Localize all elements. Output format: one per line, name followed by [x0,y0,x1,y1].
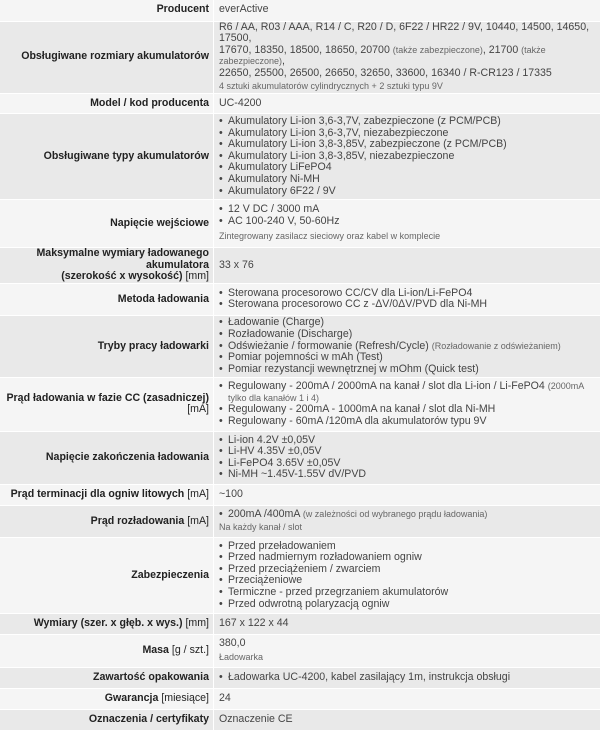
spec-value [214,431,600,484]
spec-value: ~100 [214,484,600,505]
spec-value [214,505,600,537]
spec-label: Maksymalne wymiary ładowanego akumulatora (szerokość x wysokość) [mm] [0,248,214,284]
input-voltage-note: Zintegrowany zasilacz sieciowy oraz kabel w komplecie [219,231,600,243]
list-item: • Akumulatory LiFePO4 [219,162,600,174]
list-item: • Li-FePO4 3.65V ±0,05V [219,458,600,470]
sizes-line-1: R6 / AA, R03 / AAA, R14 / C, R20 / D, 6F22 / HR22 / 9V, 10440, 14500, 14650, 17500, [219,22,600,45]
list-item: • 200mA /400mA (w zależności od wybranego prądu ładowania) [219,509,600,521]
spec-row-warranty [0,688,600,709]
spec-row-model [0,94,600,114]
sizes-note: 4 sztuki akumulatorów cylindrycznych + 2 sztuki typu 9V [219,81,600,93]
end-voltage-list [219,435,600,481]
list-item: • Odświeżanie / formowanie (Refresh/Cycle) (Rozładowanie z odświeżaniem) [219,341,600,353]
list-item: • Akumulatory Ni-MH [219,174,600,186]
spec-row-package-contents [0,667,600,688]
list-item: • Li-HV 4.35V ±0,05V [219,446,600,458]
list-item: • Akumulatory Li-ion 3,8-3,85V, zabezpieczone (z PCM/PCB) [219,139,600,151]
spec-value [214,21,600,94]
spec-label: Producent [0,0,214,21]
protections-list [219,541,600,611]
sizes-line-2: 17670, 18350, 18500, 18650, 20700 (także zabezpieczone), 21700 (także zabezpieczone), [219,45,600,68]
charging-method-list [219,288,600,311]
spec-row-termination-current [0,484,600,505]
list-item: • Akumulatory 6F22 / 9V [219,186,600,198]
spec-label: Metoda ładowania [0,283,214,315]
spec-row-mass [0,634,600,667]
sizes-line-3: 22650, 25500, 26500, 26650, 32650, 33600, 16340 / R-CR123 / 17335 [219,68,600,80]
list-item: • AC 100-240 V, 50-60Hz [219,216,600,228]
spec-value [214,200,600,248]
list-item: • Ładowanie (Charge) [219,317,600,329]
modes-list [219,317,600,375]
spec-value: UC-4200 [214,94,600,114]
list-item: • Przed odwrotną polaryzacją ogniw [219,599,600,611]
spec-row-protections [0,537,600,613]
list-item: • Ni-MH ~1.45V-1.55V dV/PVD [219,469,600,481]
list-item: • Przed nadmiernym rozładowaniem ogniw [219,552,600,564]
spec-row-input-voltage [0,200,600,248]
list-item: • 12 V DC / 3000 mA [219,204,600,216]
spec-value [214,667,600,688]
spec-value [214,315,600,377]
list-item: • Termiczne - przed przegrzaniem akumulatorów [219,587,600,599]
spec-label: Wymiary (szer. x głęb. x wys.) [mm] [0,613,214,634]
list-item: • Akumulatory Li-ion 3,6-3,7V, zabezpieczone (z PCM/PCB) [219,116,600,128]
list-item: • Pomiar rezystancji wewnętrznej w mOhm (Quick test) [219,364,600,376]
spec-value [214,114,600,200]
spec-value: everActive [214,0,600,21]
spec-label: Prąd terminacji dla ogniw litowych [mA] [0,484,214,505]
spec-value: 33 x 76 [214,248,600,284]
spec-row-battery-types [0,114,600,200]
list-item: • Sterowana procesorowo CC/CV dla Li-ion/Li-FePO4 [219,288,600,300]
spec-label: Prąd rozładowania [mA] [0,505,214,537]
spec-label: Tryby pracy ładowarki [0,315,214,377]
spec-row-charging-method [0,283,600,315]
spec-label: Napięcie zakończenia ładowania [0,431,214,484]
list-item: • Przeciążeniowe [219,575,600,587]
spec-label: Obsługiwane typy akumulatorów [0,114,214,200]
spec-label: Napięcie wejściowe [0,200,214,248]
spec-row-discharge-current [0,505,600,537]
spec-label: Oznaczenia / certyfikaty [0,709,214,730]
spec-value: Oznaczenie CE [214,709,600,730]
spec-value: 24 [214,688,600,709]
spec-row-battery-sizes [0,21,600,94]
package-contents-list [219,672,600,684]
list-item: • Regulowany - 200mA / 2000mA na kanał / slot dla Li-ion / Li-FePO4 (2000mA tylko dla kanałów 1 i 4) [219,381,600,404]
list-item: • Przed przeładowaniem [219,541,600,553]
list-item: • Pomiar pojemności w mAh (Test) [219,352,600,364]
spec-row-modes [0,315,600,377]
spec-label: Zawartość opakowania [0,667,214,688]
spec-row-end-voltage [0,431,600,484]
spec-label: Gwarancja [miesiące] [0,688,214,709]
discharge-note: Na każdy kanał / slot [219,522,600,534]
list-item: • Rozładowanie (Discharge) [219,329,600,341]
cc-current-list [219,381,600,427]
spec-value [214,537,600,613]
spec-value [214,283,600,315]
spec-row-producent [0,0,600,21]
spec-label: Zabezpieczenia [0,537,214,613]
spec-row-max-dimensions [0,248,600,284]
discharge-current-list [219,509,600,521]
list-item: • Ładowarka UC-4200, kabel zasilający 1m, instrukcja obsługi [219,672,600,684]
list-item: • Akumulatory Li-ion 3,6-3,7V, niezabezpieczone [219,128,600,140]
spec-label: Prąd ładowania w fazie CC (zasadniczej) [mA] [0,377,214,431]
list-item: • Sterowana procesorowo CC z -ΔV/0ΔV/PVD dla Ni-MH [219,299,600,311]
spec-value: 380,0 Ładowarka [214,634,600,667]
spec-value: 167 x 122 x 44 [214,613,600,634]
spec-row-dimensions [0,613,600,634]
spec-label: Obsługiwane rozmiary akumulatorów [0,21,214,94]
list-item: • Akumulatory Li-ion 3,8-3,85V, niezabezpieczone [219,151,600,163]
spec-label: Masa [g / szt.] [0,634,214,667]
list-item: • Li-ion 4.2V ±0,05V [219,435,600,447]
list-item: • Przed przeciążeniem / zwarciem [219,564,600,576]
spec-value [214,377,600,431]
mass-note: Ładowarka [219,652,600,664]
list-item: • Regulowany - 200mA - 1000mA na kanał / slot dla Ni-MH [219,404,600,416]
spec-label: Model / kod producenta [0,94,214,114]
battery-types-list [219,116,600,197]
list-item: • Regulowany - 60mA /120mA dla akumulatorów typu 9V [219,416,600,428]
spec-row-cc-current [0,377,600,431]
input-voltage-list [219,204,600,227]
spec-row-certificates [0,709,600,730]
